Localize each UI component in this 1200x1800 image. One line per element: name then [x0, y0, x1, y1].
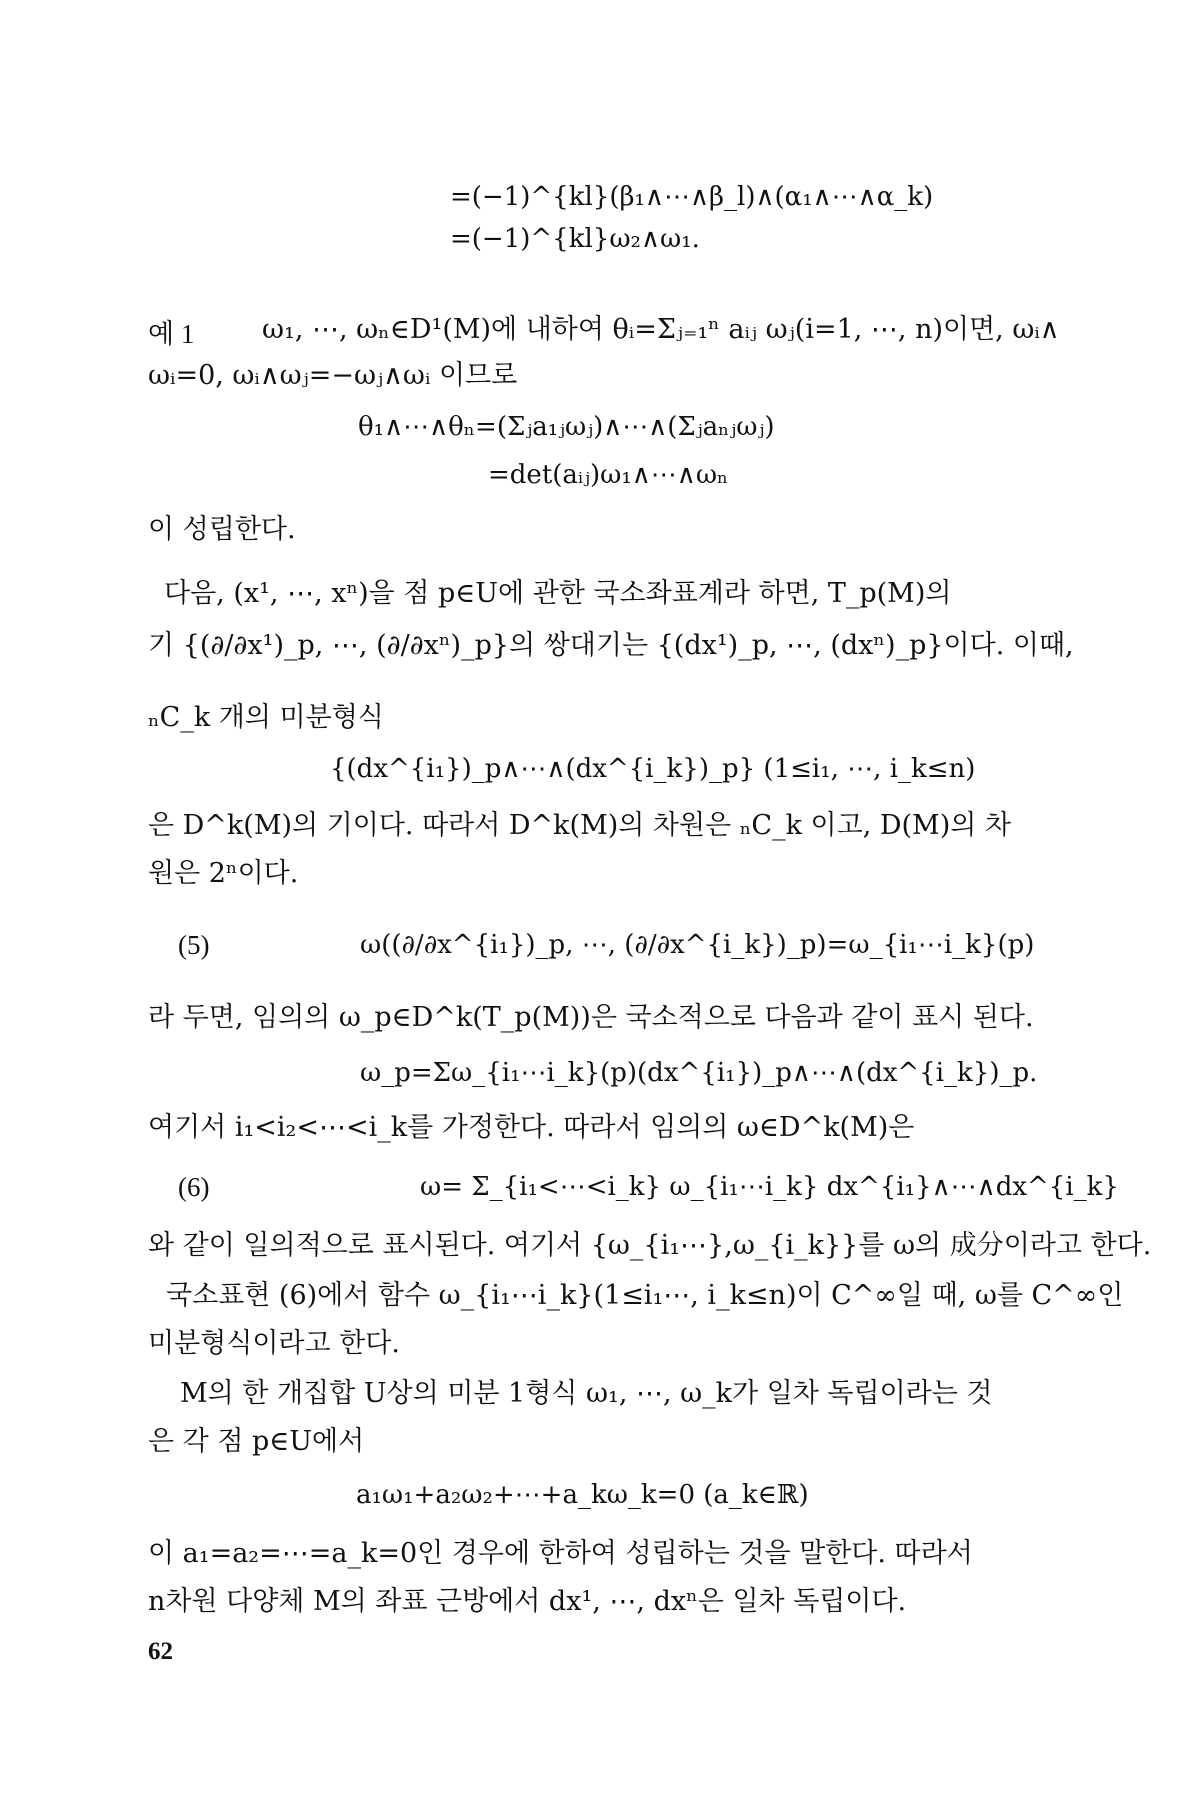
basis-line-4: 은 D^k(M)의 기이다. 따라서 D^k(M)의 차원은 ₙC_k 이고, D(M)의 차 [148, 810, 1011, 841]
example-text-2: ωᵢ=0, ωᵢ∧ωⱼ=−ωⱼ∧ωᵢ 이므로 [148, 360, 518, 391]
derivation-line-1: =(−1)^{kl}(β₁∧⋯∧β_l)∧(α₁∧⋯∧α_k) [450, 182, 934, 212]
example-conclusion: 이 성립한다. [148, 514, 296, 545]
basis-line-5: 원은 2ⁿ이다. [148, 858, 299, 889]
components-line-1: 와 같이 일의적으로 표시된다. 여기서 {ω_{i₁⋯},ω_{i_k}}를 ω의 成分이라고 한다. [148, 1230, 1152, 1261]
equation-5-label: (5) [178, 930, 210, 960]
equation-5: ω((∂/∂x^{i₁})_p, ⋯, (∂/∂x^{i_k})_p)=ω_{i₁⋯i_k}(p) [360, 930, 1035, 960]
basis-line-2: 기 {(∂/∂x¹)_p, ⋯, (∂/∂xⁿ)_p}의 쌍대기는 {(dx¹)_p, ⋯, (dxⁿ)_p}이다. 이때, [148, 630, 1074, 661]
example-text-1: ω₁, ⋯, ωₙ∈D¹(M)에 내하여 θᵢ=Σⱼ₌₁ⁿ aᵢⱼ ωⱼ(i=1, ⋯, n)이면, ωᵢ∧ [262, 314, 1060, 345]
basis-line-3: ₙC_k 개의 미분형식 [148, 702, 384, 733]
independence-line-3: 이 a₁=a₂=⋯=a_k=0인 경우에 한하여 성립하는 것을 말한다. 따라서 [148, 1538, 973, 1569]
equation-6: ω= Σ_{i₁<⋯<i_k} ω_{i₁⋯i_k} dx^{i₁}∧⋯∧dx^{i_k} [420, 1172, 1119, 1202]
page-number: 62 [148, 1638, 173, 1665]
equation-6-label: (6) [178, 1172, 210, 1202]
example-equation-1: θ₁∧⋯∧θₙ=(Σⱼa₁ⱼωⱼ)∧⋯∧(Σⱼaₙⱼωⱼ) [358, 412, 775, 442]
example-equation-2: =det(aᵢⱼ)ω₁∧⋯∧ωₙ [488, 460, 729, 490]
independence-line-1: M의 한 개집합 U상의 미분 1형식 ω₁, ⋯, ω_k가 일차 독립이라는 것 [180, 1378, 993, 1409]
derivation-line-2: =(−1)^{kl}ω₂∧ω₁. [450, 224, 700, 254]
independence-equation: a₁ω₁+a₂ω₂+⋯+a_kω_k=0 (a_k∈ℝ) [356, 1480, 809, 1510]
components-line-2: 국소표현 (6)에서 함수 ω_{i₁⋯i_k}(1≤i₁⋯, i_k≤n)이 C^∞일 때, ω를 C^∞인 [166, 1280, 1124, 1311]
basis-line-1: 다음, (x¹, ⋯, xⁿ)을 점 p∈U에 관한 국소좌표계라 하면, T_p(M)의 [164, 578, 952, 609]
example-label: 예 1 [148, 319, 195, 349]
local-line-2: 여기서 i₁<i₂<⋯<i_k를 가정한다. 따라서 임의의 ω∈D^k(M)은 [148, 1112, 915, 1143]
independence-line-2: 은 각 점 p∈U에서 [148, 1426, 365, 1457]
local-line-1: 라 두면, 임의의 ω_p∈D^k(T_p(M))은 국소적으로 다음과 같이 표시 된다. [148, 1002, 1034, 1033]
components-line-3: 미분형식이라고 한다. [148, 1328, 400, 1359]
local-equation: ω_p=Σω_{i₁⋯i_k}(p)(dx^{i₁})_p∧⋯∧(dx^{i_k})_p. [360, 1058, 1038, 1088]
independence-line-4: n차원 다양체 M의 좌표 근방에서 dx¹, ⋯, dxⁿ은 일차 독립이다. [148, 1586, 907, 1617]
basis-equation: {(dx^{i₁})_p∧⋯∧(dx^{i_k})_p} (1≤i₁, ⋯, i_k≤n) [330, 754, 976, 784]
